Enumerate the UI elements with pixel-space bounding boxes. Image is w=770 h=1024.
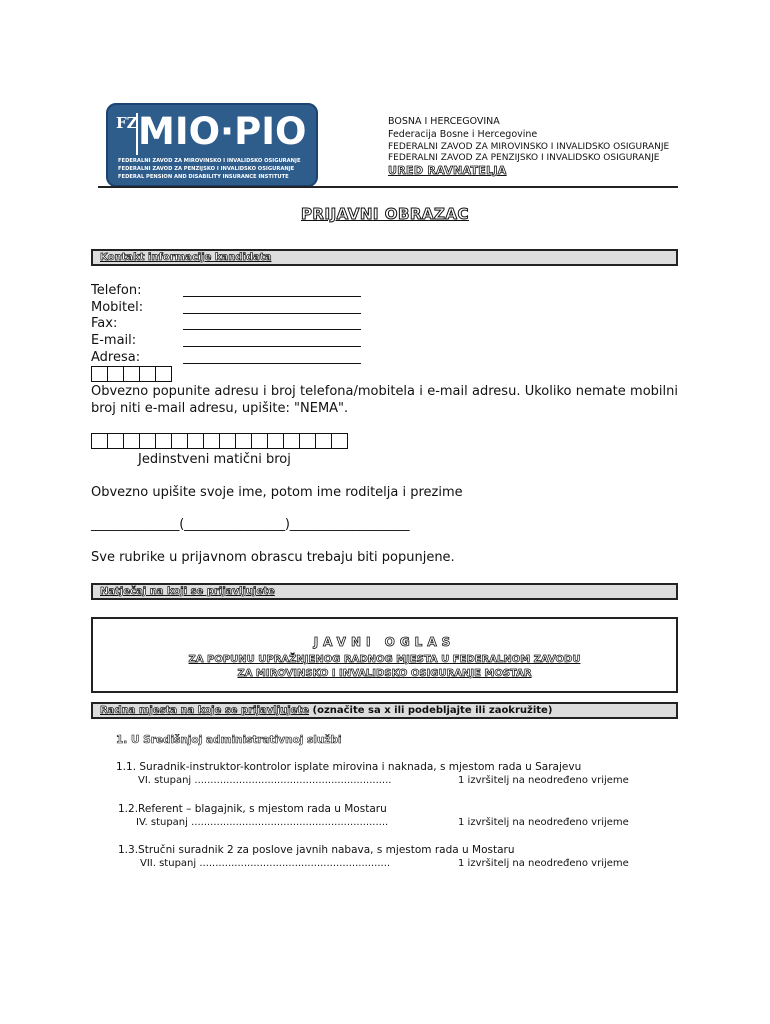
header-institute-1: FEDERALNI ZAVOD ZA MIROVINSKO I INVALIDSKO OSIGURANJE [388, 142, 670, 152]
position-3-title[interactable]: 1.3.Stručni suradnik 2 za poslove javnih nabava, s mjestom rada u Mostaru [118, 844, 515, 856]
jmbg-box[interactable] [123, 433, 140, 449]
box[interactable] [107, 366, 124, 382]
jmbg-box[interactable] [299, 433, 316, 449]
section-positions [91, 702, 678, 719]
mobitel-field[interactable] [183, 313, 361, 314]
jmbg-box[interactable] [331, 433, 348, 449]
jmbg-box[interactable] [235, 433, 252, 449]
position-3-term: 1 izvršitelj na neodređeno vrijeme [458, 858, 629, 869]
label-adresa: Adresa: [91, 350, 141, 365]
public-notice-box [91, 617, 678, 693]
mio-pio-logo [106, 103, 318, 187]
address-boxes[interactable] [91, 366, 171, 382]
section-contact-label: Kontakt informacije kandidata [100, 252, 272, 263]
fax-field[interactable] [183, 329, 361, 330]
position-2-title[interactable]: 1.2.Referent – blagajnik, s mjestom rada u Mostaru [118, 803, 387, 815]
adresa-field[interactable] [183, 363, 361, 364]
header-federation: Federacija Bosne i Hercegovine [388, 129, 538, 140]
logo-wordmark: MIO·PIO [138, 110, 307, 153]
header-country: BOSNA I HERCEGOVINA [388, 116, 500, 127]
section-contact-info [91, 249, 678, 266]
email-field[interactable] [183, 346, 361, 347]
section-competition [91, 583, 678, 600]
header-office: URED RAVNATELJA [388, 164, 507, 177]
jmbg-box[interactable] [107, 433, 124, 449]
section-positions-label: Radna mjesta na koje se prijavljujete [100, 705, 310, 716]
completion-note: Sve rubrike u prijavnom obrascu trebaju biti popunjene. [91, 550, 455, 565]
box[interactable] [91, 366, 108, 382]
label-telefon: Telefon: [91, 283, 142, 298]
label-mobitel: Mobitel: [91, 300, 144, 315]
header-divider [98, 186, 678, 188]
notice-heading: JAVNI OGLAS [313, 635, 456, 649]
telefon-field[interactable] [183, 296, 361, 297]
jmbg-label: Jedinstveni matični broj [138, 452, 291, 467]
label-email: E-mail: [91, 333, 137, 348]
jmbg-box[interactable] [283, 433, 300, 449]
contact-note: Obvezno popunite adresu i broj telefona/mobitela i e-mail adresu. Ukoliko nemate mobilni broj niti e-mail adresu, upišite: "NEMA". [91, 384, 678, 416]
position-1-grade: VI. stupanj .............................................................. [138, 775, 392, 786]
unit-heading: 1. U Središnjoj administrativnoj službi [116, 734, 342, 746]
box[interactable] [123, 366, 140, 382]
jmbg-box[interactable] [91, 433, 108, 449]
header-institute-2: FEDERALNI ZAVOD ZA PENZIJSKO I INVALIDSKO OSIGURANJE [388, 153, 660, 163]
jmbg-box[interactable] [187, 433, 204, 449]
jmbg-box[interactable] [219, 433, 236, 449]
section-competition-label: Natječaj na koji se prijavljujete [100, 586, 275, 597]
jmbg-boxes[interactable] [91, 433, 347, 449]
name-instruction: Obvezno upišite svoje ime, potom ime roditelja i prezime [91, 485, 463, 500]
box[interactable] [139, 366, 156, 382]
position-1-title[interactable]: 1.1. Suradnik-instruktor-kontrolor isplate mirovina i naknada, s mjestom rada u Sarajevu [116, 761, 582, 773]
notice-line-2: ZA MIROVINSKO I INVALIDSKO OSIGURANJE MOSTAR [237, 668, 532, 679]
position-2-term: 1 izvršitelj na neodređeno vrijeme [458, 817, 629, 828]
jmbg-box[interactable] [315, 433, 332, 449]
logo-line-2: FEDERALNI ZAVOD ZA PENZIJSKO I INVALIDSKO OSIGURANJE [118, 166, 295, 172]
jmbg-box[interactable] [203, 433, 220, 449]
form-title: PRIJAVNI OBRAZAC [300, 205, 470, 223]
logo-line-3: FEDERAL PENSION AND DISABILITY INSURANCE INSTITUTE [118, 174, 289, 180]
name-input-line[interactable]: ______________(________________)___________________ [91, 517, 410, 532]
label-fax: Fax: [91, 316, 118, 331]
position-1-term: 1 izvršitelj na neodređeno vrijeme [458, 775, 629, 786]
logo-fz-mark: FZ [116, 113, 138, 155]
position-2-grade: IV. stupanj .............................................................. [136, 817, 389, 828]
box[interactable] [155, 366, 172, 382]
logo-line-1: FEDERALNI ZAVOD ZA MIROVINSKO I INVALIDSKO OSIGURANJE [118, 158, 301, 164]
jmbg-box[interactable] [267, 433, 284, 449]
jmbg-box[interactable] [251, 433, 268, 449]
notice-line-1: ZA POPUNU UPRAŽNJENOG RADNOG MJESTA U FEDERALNOM ZAVODU [188, 654, 581, 665]
jmbg-box[interactable] [155, 433, 172, 449]
section-positions-hint: (označite sa x ili podebljajte ili zaokružite) [309, 705, 553, 716]
jmbg-box[interactable] [139, 433, 156, 449]
jmbg-box[interactable] [171, 433, 188, 449]
position-3-grade: VII. stupanj ............................................................ [140, 858, 391, 869]
